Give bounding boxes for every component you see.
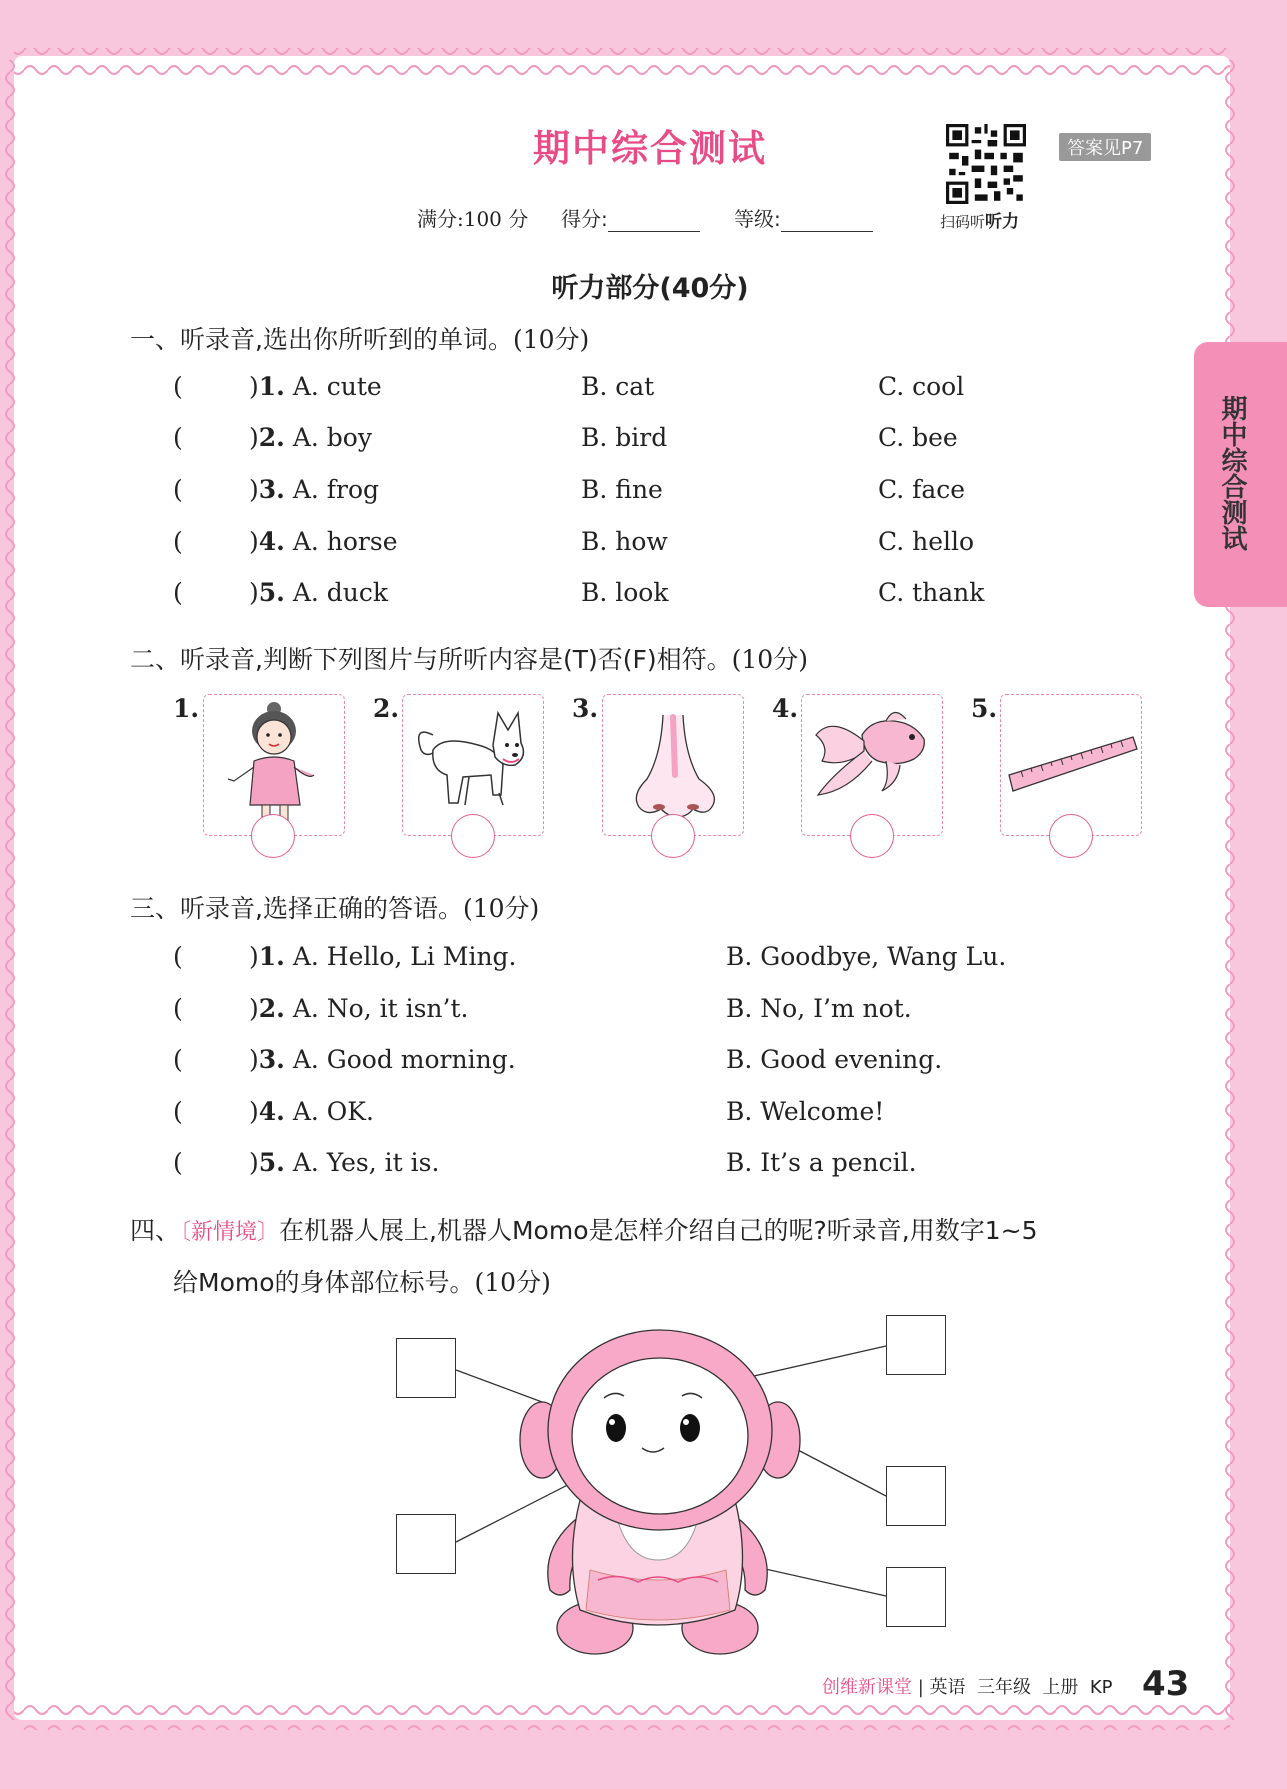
score-blank[interactable]	[608, 213, 700, 232]
section2-heading-text: 二、听录音,判断下列图片与所听内容是(T)否(F)相符。	[130, 645, 732, 674]
answer-circle[interactable]	[251, 814, 295, 858]
item-choice-b: B. fine	[581, 475, 663, 504]
score-field[interactable]	[561, 203, 700, 232]
section2-heading	[130, 640, 808, 676]
item-choice-c: C. hello	[878, 527, 975, 556]
s3-item-2[interactable]	[173, 994, 1173, 1030]
answer-paren[interactable]: (	[173, 994, 183, 1023]
label-box-2[interactable]	[396, 1514, 456, 1574]
item-choice-a: )2. A. boy	[249, 423, 372, 452]
s1-item-1[interactable]	[173, 372, 1173, 408]
qr-caption-bold: 听力	[985, 212, 1020, 232]
footer-edition: KP	[1089, 1677, 1113, 1698]
item-choice-c: C. thank	[878, 578, 985, 607]
page-number: 43	[1142, 1664, 1190, 1704]
answer-paren[interactable]: (	[173, 423, 183, 452]
picture-number: 4.	[772, 694, 799, 723]
s1-item-5[interactable]	[173, 578, 1173, 614]
section3-heading-text: 三、听录音,选择正确的答语。	[130, 894, 463, 923]
picture-number: 3.	[572, 694, 599, 723]
s1-item-2[interactable]	[173, 423, 1173, 459]
item-choice-b: B. bird	[581, 423, 668, 452]
item-choice-a: )1. A. Hello, Li Ming.	[249, 942, 517, 971]
answer-circle[interactable]	[451, 814, 495, 858]
answer-circle[interactable]	[850, 814, 894, 858]
item-choice-b: B. No, I’m not.	[726, 994, 912, 1023]
section1-points: (10分)	[512, 325, 590, 354]
answer-paren[interactable]: (	[173, 578, 183, 607]
footer-subject: 英语	[929, 1677, 966, 1698]
section3-points: (10分)	[462, 894, 540, 923]
answer-circle[interactable]	[651, 814, 695, 858]
s3-item-4[interactable]	[173, 1097, 1173, 1133]
item-choice-a: )4. A. horse	[249, 527, 398, 556]
answer-paren[interactable]: (	[173, 372, 183, 401]
item-choice-a: )3. A. Good morning.	[249, 1045, 516, 1074]
item-choice-a: )4. A. OK.	[249, 1097, 374, 1126]
side-tab-label: 期中综合测试	[1217, 395, 1247, 551]
footer: 创维新课堂 | 英语 三年级 上册 KP	[822, 1677, 1113, 1698]
section1-heading	[130, 320, 589, 356]
picture-number: 5.	[971, 694, 998, 723]
item-choice-b: B. cat	[581, 372, 655, 401]
s3-item-5[interactable]	[173, 1148, 1173, 1184]
section4-line2-wrap	[173, 1263, 551, 1299]
item-choice-b: B. how	[581, 527, 668, 556]
section4-prefix: 四、	[130, 1216, 181, 1245]
grade-field[interactable]	[734, 203, 873, 232]
s1-item-3[interactable]	[173, 475, 1173, 511]
item-choice-a: )3. A. frog	[249, 475, 380, 504]
section2-points: (10分)	[731, 645, 808, 674]
item-choice-b: B. Good evening.	[726, 1045, 943, 1074]
answer-reference-badge: 答案见P7	[1059, 133, 1151, 161]
item-choice-c: C. cool	[878, 372, 965, 401]
item-choice-b: B. look	[581, 578, 669, 607]
qr-code-icon[interactable]	[946, 124, 1026, 204]
picture-number: 2.	[373, 694, 400, 723]
item-choice-a: )5. A. Yes, it is.	[249, 1148, 440, 1177]
part-title: 听力部分(40分)	[551, 273, 749, 304]
new-context-tag: 〔新情境〕	[180, 1220, 280, 1245]
full-score: 满分:100 分	[417, 207, 529, 231]
answer-paren[interactable]: (	[173, 1045, 183, 1074]
qr-caption-small: 扫码听	[940, 213, 986, 231]
s3-item-1[interactable]	[173, 942, 1173, 978]
label-box-1[interactable]	[396, 1338, 456, 1398]
qr-caption	[940, 207, 1019, 232]
item-choice-b: B. It’s a pencil.	[726, 1148, 917, 1177]
section4-heading	[130, 1211, 1037, 1247]
page-title: 期中综合测试	[533, 127, 767, 170]
section4-line2: 给Momo的身体部位标号。	[173, 1268, 475, 1297]
label-box-3[interactable]	[886, 1315, 946, 1375]
footer-grade: 三年级	[976, 1677, 1031, 1698]
section4-line1: 在机器人展上,机器人Momo是怎样介绍自己的呢?听录音,用数字1~5	[279, 1216, 1038, 1245]
item-choice-c: C. bee	[878, 423, 958, 452]
answer-paren[interactable]: (	[173, 527, 183, 556]
answer-circle[interactable]	[1049, 814, 1093, 858]
item-choice-a: )5. A. duck	[249, 578, 389, 607]
score-label: 得分:	[561, 207, 608, 231]
grade-blank[interactable]	[781, 213, 873, 232]
section1-heading-text: 一、听录音,选出你所听到的单词。	[130, 325, 513, 354]
label-box-4[interactable]	[886, 1466, 946, 1526]
grade-label: 等级:	[734, 207, 781, 231]
item-choice-a: )1. A. cute	[249, 372, 382, 401]
item-choice-b: B. Goodbye, Wang Lu.	[726, 942, 1007, 971]
s3-item-3[interactable]	[173, 1045, 1173, 1081]
section4-points: (10分)	[474, 1268, 551, 1297]
answer-paren[interactable]: (	[173, 475, 183, 504]
answer-paren[interactable]: (	[173, 1097, 183, 1126]
item-choice-b: B. Welcome!	[726, 1097, 885, 1126]
item-choice-a: )2. A. No, it isn’t.	[249, 994, 469, 1023]
robot-momo-illustration	[390, 1310, 960, 1660]
footer-brand: 创维新课堂	[822, 1677, 912, 1698]
footer-volume: 上册	[1042, 1677, 1079, 1698]
picture-number: 1.	[173, 694, 200, 723]
section3-heading	[130, 889, 539, 925]
s1-item-4[interactable]	[173, 527, 1173, 563]
item-choice-c: C. face	[878, 475, 966, 504]
answer-paren[interactable]: (	[173, 1148, 183, 1177]
label-box-5[interactable]	[886, 1567, 946, 1627]
answer-paren[interactable]: (	[173, 942, 183, 971]
